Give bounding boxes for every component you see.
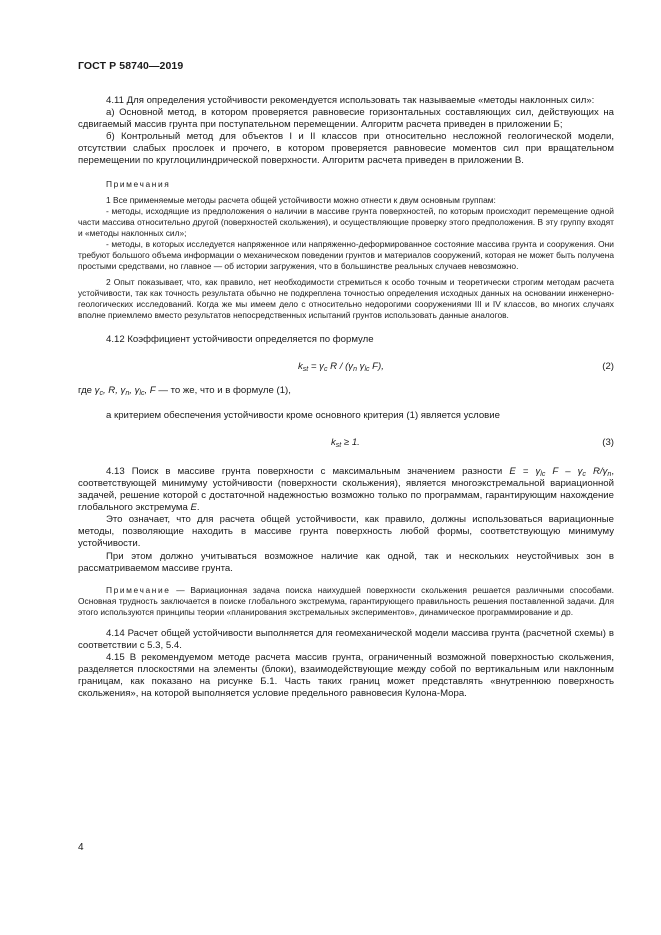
note-1-item-2: - методы, в которых исследуется напряженное или напряженно-деформированное состояние массива грунта и сооружения. Они требуют большого объема информации о механическом поведении грунтов и материалов сооружений, которая не может быть получена простыми средствами, но главное — об истории загружения, что в большинстве реальных случаев невозможно. [78,238,614,271]
section-4-13-p3: При этом должно учитываться возможное наличие как одной, так и нескольких неустойчивых зон в рассматриваемом массиве грунта. [78,550,614,574]
section-4-13-expression: $E = \gamma_{lc}$ F – $\gamma_c$ $R/\gamma_n$ [509,465,612,478]
formula-2-number: (2) [602,360,614,372]
section-4-13-intro-rest: соответствующей минимуму устойчивости (поверхности скольжения), является многоэкстремальной вариационной задачей, решение которой с достаточной надежностью возможно только по программам, гарантирующим нахождение глобального экстремума [78,477,614,514]
note-single-heading: Примечание [106,584,171,595]
section-4-15: 4.15 В рекомендуемом методе расчета массив грунта, ограниченный возможной поверхностью скольжения, разделяется плоскостями на элементы (блоки), взаимодействующие между собой по вертикальным или наклонным границам, как показано на рисунке Б.1. Часть таких границ может представлять «внутреннюю поверхность скольжения», на которой выполняется условие предельного равновесия Кулона-Мора. [78,651,614,700]
formula-2-where-text: — то же, что и в формуле (1), [155,384,291,396]
notes-heading: Примечания [106,178,171,189]
formula-3 [78,437,614,451]
section-4-11-item-b: б) Контрольный метод для объектов I и II классов при относительно несложной геологической модели, отсутствии слабых прослоек и прочего, в котором проверяется равновесие моментов сил при вращательном перемещении по круглоцилиндрической поверхности. Алгоритм расчета приведен в приложении В. [78,131,614,167]
note-1-intro: 1 Все применяемые методы расчета общей устойчивости можно отнести к двум основным группам: [106,194,496,205]
formula-2 [78,361,614,375]
section-4-11-item-a: а) Основной метод, в котором проверяется равновесие горизонтальных составляющих сил, действующих на сдвигаемый массив грунта при поступательном перемещении. Алгоритм расчета приведен в приложении Б; [78,107,614,131]
section-4-13-p2: Это означает, что для расчета общей устойчивости, как правило, должны использоваться вариационные методы, позволяющие находить в массиве грунта поверхность любой формы, соответствующую минимуму устойчивости. [78,514,614,550]
section-4-12-intro: 4.12 Коэффициент устойчивости определяется по формуле [106,333,374,345]
formula-2-expression: $k_{st} = \gamma_c$ R / ($\gamma_n$ $\gamma_{lc}$ F), [298,360,384,373]
page-number: 4 [78,842,84,853]
criterion-text: а критерием обеспечения устойчивости кроме основного критерия (1) является условие [106,409,500,421]
document-header: ГОСТ Р 58740—2019 [78,60,184,72]
section-4-14: 4.14 Расчет общей устойчивости выполняется для геомеханической модели массива грунта (расчетной схемы) в соответствии с 5.3, 5.4. [78,627,614,651]
page-content [78,95,614,700]
formula-3-expression: $k_{st} \ge 1$. [331,436,360,449]
section-4-13-intro-start: 4.13 Поиск в массиве грунта поверхности с максимальным значением разности [106,465,510,477]
formula-2-where: где $\gamma_c$, R, $\gamma_n$, $\gamma_{lc}$, F — то же, что и в формуле (1), [78,384,291,397]
section-4-11-intro: 4.11 Для определения устойчивости рекомендуется использовать так называемые «методы наклонных сил»: [106,95,595,106]
note-2: 2 Опыт показывает, что, как правило, нет необходимости стремиться к особо точным и теоретически строгим методам расчета устойчивости, так как точность результата обычно не подкреплена точностью определения исходных данных на основании инженерно-геологических исследований. Когда же мы имеем дело с относительно недорогими сооружениями III и IV классов, во многих случаях вполне приемлемо вместо результатов непосредственных испытаний грунтов использовать данные аналогов. [78,276,614,320]
section-4-13-p1: 4.13 Поиск в массиве грунта поверхности с максимальным значением разности $E = \gamma_{lc}$ F – $\gamma_c$ $R/\gamma_n$, соответствующей минимуму устойчивости (поверхности скольжения), является многоэкстремальной вариационной задачей, решение которой с достаточной надежностью возможно только по программам, гарантирующим нахождение глобального экстремума E. [78,465,614,514]
note-single-text: Примечание — Вариационная задача поиска наихудшей поверхности скольжения решается различными способами. Основная трудность заключается в поиске глобального экстремума, гарантирующего правильность решения поставленной задачи. Для этого используются принципы теории «планирования экстремальных экспериментов», динамическое программирование и др. [78,584,614,617]
note-single [78,585,614,618]
note-1-item-1: - методы, исходящие из предположения о наличии в массиве грунта поверхностей, по которым происходит перемещение одной части массива относительно другой (поверхностей скольжения), и осуществляющие проверку этого предположения. В эту группу входят и «методы наклонных сил»; [78,205,614,238]
notes-block-1 [78,179,614,321]
formula-3-number: (3) [602,436,614,448]
